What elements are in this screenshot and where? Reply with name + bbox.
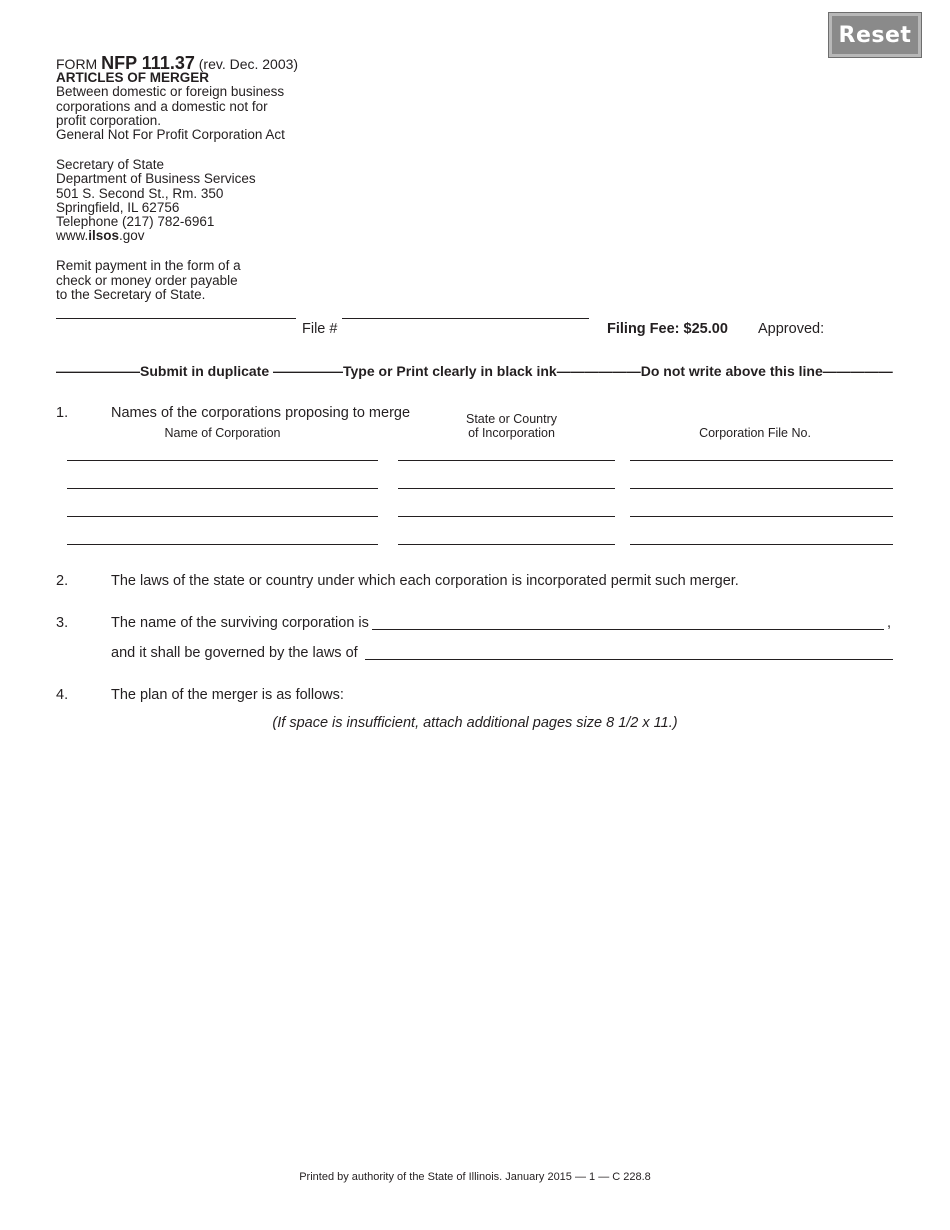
merger-plan-textarea[interactable]: [56, 740, 898, 1154]
description-line: corporations and a domestic not for: [56, 98, 268, 114]
address-line: Secretary of State: [56, 157, 165, 173]
telephone-line: Telephone (217) 782-6961: [56, 214, 215, 230]
state-country-field-3[interactable]: [398, 500, 615, 517]
website-suffix: .gov: [119, 228, 145, 244]
office-use-line: [56, 318, 296, 319]
website: [56, 229, 298, 243]
comma: ,: [887, 615, 892, 631]
form-id-line: [56, 53, 299, 73]
item-3-number: 3.: [56, 615, 69, 631]
address-line: Springfield, IL 62756: [56, 199, 180, 215]
form-number: NFP 111.37: [101, 53, 195, 73]
file-number-label: File #: [302, 321, 338, 337]
item-4-number: 4.: [56, 687, 69, 703]
item-2-text: The laws of the state or country under which each corporation is incorporated permit such merger.: [111, 573, 739, 589]
state-country-field-2[interactable]: [398, 472, 615, 489]
column-header-state: State or Country: [465, 412, 557, 426]
instruction-line: ——————Submit in duplicate —————Type or Print clearly in black ink——————Do not write above this line—————: [56, 363, 893, 379]
governing-laws-field[interactable]: [365, 643, 893, 660]
act-name: General Not For Profit Corporation Act: [56, 127, 285, 143]
item-2-number: 2.: [56, 573, 69, 589]
website-domain: ilsos: [88, 228, 120, 244]
website-prefix: www.: [56, 228, 89, 244]
merger-plan-label: The plan of the merger is as follows:: [111, 687, 344, 703]
column-header-name: Name of Corporation: [164, 426, 281, 440]
file-number-line: [342, 318, 589, 319]
corporation-name-field-1[interactable]: [67, 444, 378, 461]
column-header-state-line-2: of Incorporation: [468, 426, 555, 440]
form-revision: (rev. Dec. 2003): [194, 56, 299, 72]
insufficient-space-note: (If space is insufficient, attach additional pages size 8 1/2 x 11.): [272, 715, 678, 731]
remit-line: check or money order payable: [56, 272, 238, 288]
corporation-name-field-2[interactable]: [67, 472, 378, 489]
reset-button[interactable]: Reset: [829, 13, 921, 57]
corporation-file-no-field-1[interactable]: [630, 444, 893, 461]
item-1-number: 1.: [56, 405, 69, 421]
remit-line: to the Secretary of State.: [56, 286, 206, 302]
state-country-field-1[interactable]: [398, 444, 615, 461]
corporation-name-field-3[interactable]: [67, 500, 378, 517]
item-1-label: Names of the corporations proposing to merge: [111, 405, 411, 421]
state-country-field-4[interactable]: [398, 528, 615, 545]
remit-line: Remit payment in the form of a: [56, 258, 241, 274]
form-title: ARTICLES OF MERGER: [56, 70, 210, 86]
description-line: Between domestic or foreign business: [56, 84, 285, 100]
corporation-file-no-field-2[interactable]: [630, 472, 893, 489]
surviving-corporation-label: The name of the surviving corporation is: [111, 615, 369, 631]
form-prefix: FORM: [56, 56, 102, 72]
corporation-file-no-field-3[interactable]: [630, 500, 893, 517]
approved-label: Approved:: [758, 321, 825, 337]
governing-laws-label: and it shall be governed by the laws of: [111, 645, 358, 661]
column-header-file-no: Corporation File No.: [699, 426, 811, 440]
surviving-corporation-field[interactable]: [372, 613, 884, 630]
corporation-file-no-field-4[interactable]: [630, 528, 893, 545]
filing-fee-label: Filing Fee: $25.00: [607, 321, 728, 337]
corporation-name-field-4[interactable]: [67, 528, 378, 545]
address-line: 501 S. Second St., Rm. 350: [56, 185, 224, 201]
form-header: [56, 53, 299, 302]
page-footer: Printed by authority of the State of Illinois. January 2015 — 1 — C 228.8: [299, 1171, 651, 1183]
address-line: Department of Business Services: [56, 171, 256, 187]
description-line: profit corporation.: [56, 112, 162, 128]
